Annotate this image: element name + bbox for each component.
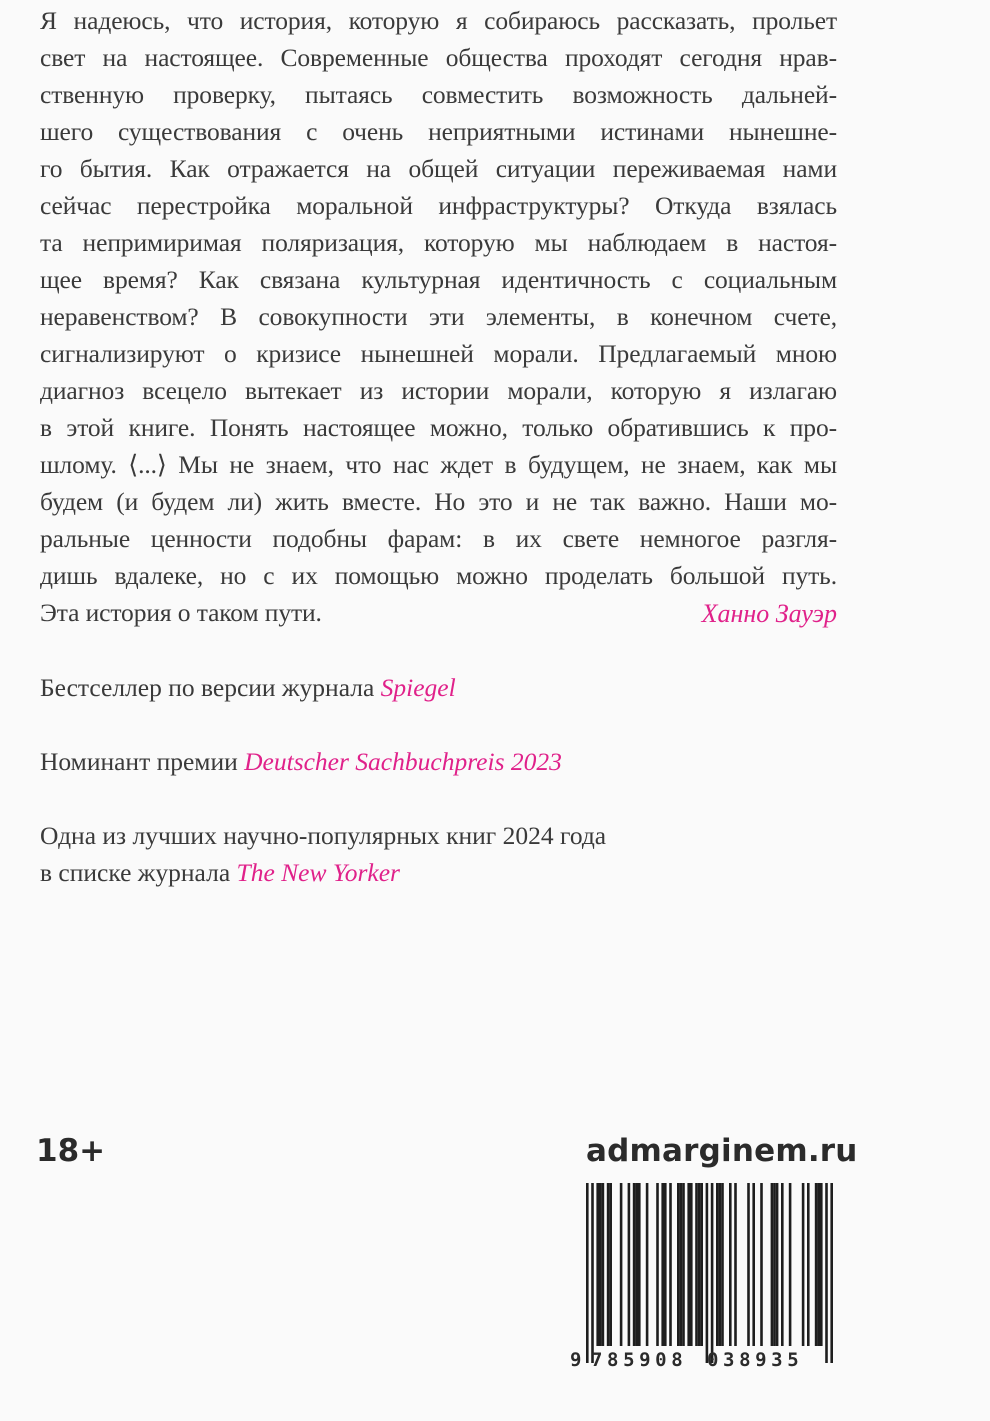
isbn-left-digits: 785908 — [591, 1349, 688, 1371]
nominee-blurb — [40, 743, 562, 780]
barcode-bar — [669, 1183, 672, 1346]
barcode-bar — [817, 1183, 820, 1346]
description-line: Я надеюсь, что история, которую я собираюсь рассказать, прольет — [40, 6, 837, 35]
barcode-bar — [716, 1183, 719, 1346]
barcode-bar — [661, 1183, 664, 1346]
best-books-blurb — [40, 817, 606, 891]
barcode-bar — [656, 1183, 659, 1346]
barcode-bar — [664, 1183, 667, 1346]
description-line: шего существования с очень неприятными истинами нынешне- — [40, 117, 837, 146]
description-line: щее время? Как связана культурная идентичность с социальным — [40, 265, 837, 294]
barcode-bar — [776, 1183, 779, 1346]
barcode-bar — [638, 1183, 641, 1346]
barcode-bar — [807, 1183, 810, 1346]
barcode-bar — [711, 1183, 714, 1363]
description-line: ственную проверку, пытаясь совместить возможность дальней- — [40, 80, 837, 109]
description-line: та непримиримая поляризация, которую мы наблюдаем в настоя- — [40, 228, 837, 257]
blurb-highlight: The New Yorker — [236, 858, 400, 887]
description-line: свет на настоящее. Современные общества проходят сегодня нрав- — [40, 43, 837, 72]
description-line: дишь вдалеке, но с их помощью можно проделать большой путь. — [40, 561, 837, 590]
barcode-bars — [586, 1183, 833, 1363]
isbn-first-digit: 9 — [570, 1349, 582, 1371]
publisher-website: admarginem.ru — [586, 1133, 858, 1169]
barcode-bar — [781, 1183, 784, 1346]
barcode-bar — [760, 1183, 763, 1346]
description-line: сигнализируют о кризисе нынешней морали. Предлагаемый мною — [40, 339, 837, 368]
barcode-bar — [729, 1183, 732, 1346]
barcode-bar — [680, 1183, 683, 1346]
barcode-bar — [825, 1183, 828, 1363]
barcode-bar — [682, 1183, 685, 1346]
barcode-bar — [815, 1183, 818, 1346]
description-line: Эта история о таком пути. — [40, 598, 322, 627]
isbn-right-digits: 038935 — [707, 1349, 804, 1371]
barcode-bar — [602, 1183, 605, 1346]
description-line: ральные ценности подобны фарам: в их свете немногое разгля- — [40, 524, 837, 553]
barcode-bar — [789, 1183, 792, 1346]
barcode-bar — [700, 1183, 703, 1346]
description-line: неравенством? В совокупности эти элементы, в конечном счете, — [40, 302, 837, 331]
barcode-bar — [635, 1183, 638, 1346]
blurb-highlight: Deutscher Sachbuchpreis 2023 — [244, 747, 562, 776]
barcode-bar — [690, 1183, 693, 1346]
description-line: в этой книге. Понять настоящее можно, только обратившись к про- — [40, 413, 837, 442]
barcode-bar — [607, 1183, 610, 1346]
barcode-bar — [698, 1183, 701, 1346]
barcode-bar — [721, 1183, 724, 1346]
barcode-bar — [773, 1183, 776, 1346]
barcode-bar — [802, 1183, 805, 1346]
barcode-bar — [734, 1183, 737, 1346]
barcode-bar — [633, 1183, 636, 1346]
barcode-bar — [646, 1183, 649, 1346]
description-line: го бытия. Как отражается на общей ситуации переживаемая нами — [40, 154, 837, 183]
barcode-bar — [820, 1183, 823, 1346]
blurb-line: Одна из лучших научно-популярных книг 2024 года — [40, 821, 607, 850]
barcode-bar — [752, 1183, 755, 1346]
barcode-bar — [596, 1183, 599, 1346]
description-line: сейчас перестройка моральной инфраструктуры? Откуда взялась — [40, 191, 837, 220]
barcode-bar — [771, 1183, 774, 1346]
blurb-highlight: Spiegel — [380, 673, 456, 702]
barcode-bar — [620, 1183, 623, 1346]
barcode-bar — [599, 1183, 602, 1346]
blurb-text: Бестселлер по версии журнала — [40, 673, 381, 702]
barcode-bar — [586, 1183, 589, 1363]
author-signature: Ханно Зауэр — [701, 599, 837, 628]
barcode-bar — [830, 1183, 833, 1363]
barcode-bar — [719, 1183, 722, 1346]
description-line: шлому. ⟨...⟩ Мы не знаем, что нас ждет в будущем, не знаем, как мы — [40, 450, 837, 479]
bestseller-blurb — [40, 669, 456, 706]
barcode-bar — [747, 1183, 750, 1346]
barcode-bar — [677, 1183, 680, 1346]
blurb-text: в списке журнала — [40, 858, 237, 887]
age-rating: 18+ — [36, 1133, 106, 1169]
description-line: будем (и будем ли) жить вместе. Но это и не так важно. Наши мо- — [40, 487, 837, 516]
barcode-bar — [706, 1183, 709, 1363]
barcode-bar — [695, 1183, 698, 1346]
description-text — [40, 2, 837, 631]
barcode-bar — [687, 1183, 690, 1346]
barcode-bar — [609, 1183, 612, 1346]
blurb-text: Номинант премии — [40, 747, 245, 776]
barcode-bar — [628, 1183, 631, 1346]
description-line: диагноз всецело вытекает из истории морали, которую я излагаю — [40, 376, 837, 405]
barcode-bar — [591, 1183, 594, 1363]
isbn-barcode — [568, 1183, 836, 1373]
